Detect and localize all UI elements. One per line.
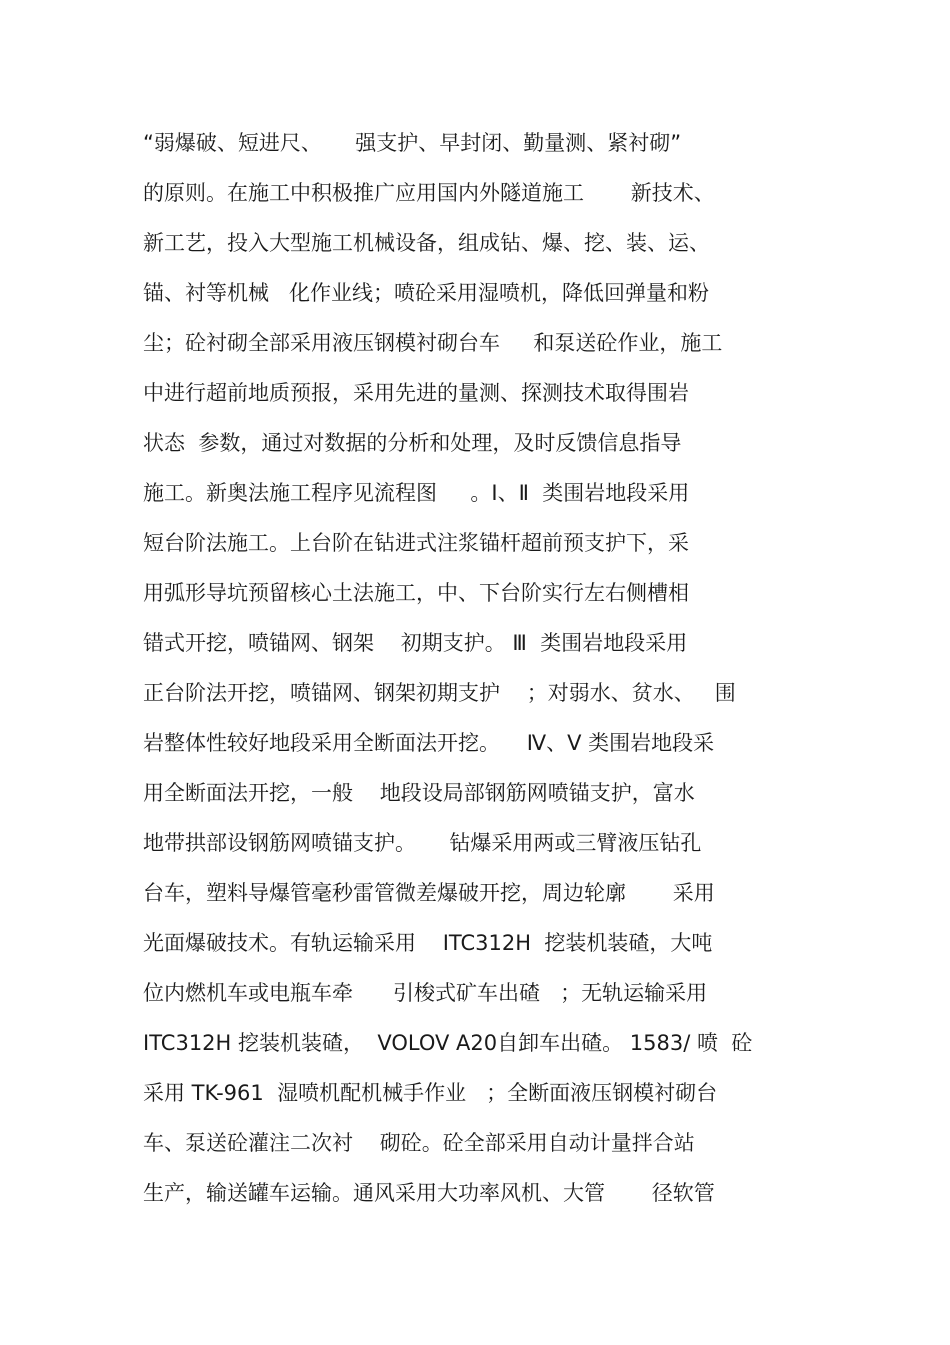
text-line: 尘；砼衬砌全部采用液压钢模衬砌台车 和泵送砼作业，施工 (143, 331, 723, 355)
text-line: 生产，输送罐车运输。通风采用大功率风机、大管 径软管 (143, 1181, 715, 1205)
text-line: 用弧形导坑预留核心土法施工，中、下台阶实行左右侧槽相 (143, 581, 689, 605)
text-line: 短台阶法施工。上台阶在钻进式注浆锚杆超前预支护下，采 (143, 531, 689, 555)
text-line: 锚、衬等机械 化作业线；喷砼采用湿喷机，降低回弹量和粉 (143, 281, 710, 305)
text-line: 车、泵送砼灌注二次衬 砌砼。砼全部采用自动计量拌合站 (143, 1131, 695, 1155)
text-line: 地带拱部设钢筋网喷锚支护。 钻爆采用两或三臂液压钻孔 (143, 831, 702, 855)
text-line: 错式开挖，喷锚网、钢架 初期支护。 Ⅲ 类围岩地段采用 (143, 631, 688, 655)
text-line: 的原则。在施工中积极推广应用国内外隧道施工 新技术、 (143, 181, 715, 205)
body-text (143, 118, 823, 1218)
text-line: 岩整体性较好地段采用全断面法开挖。 Ⅳ、Ⅴ 类围岩地段采 (143, 731, 715, 755)
text-line: 台车，塑料导爆管毫秒雷管微差爆破开挖，周边轮廓 采用 (143, 881, 715, 905)
text-line: 状态 参数，通过对数据的分析和处理，及时反馈信息指导 (143, 431, 682, 455)
text-line: 光面爆破技术。有轨运输采用 ITC312H 挖装机装碴，大吨 (143, 931, 713, 955)
text-line: ITC312H 挖装机装碴， VOLOV A20自卸车出碴。 1583/ 喷 砼 (143, 1031, 753, 1055)
text-line: 用全断面法开挖，一般 地段设局部钢筋网喷锚支护，富水 (143, 781, 695, 805)
text-line: 中进行超前地质预报，采用先进的量测、探测技术取得围岩 (143, 381, 689, 405)
text-line: 位内燃机车或电瓶车牵 引梭式矿车出碴 ；无轨运输采用 (143, 981, 708, 1005)
text-line: 正台阶法开挖，喷锚网、钢架初期支护 ；对弱水、贫水、 围 (143, 681, 736, 705)
text-line: 采用 TK-961 湿喷机配机械手作业 ；全断面液压钢模衬砌台 (143, 1081, 718, 1105)
text-line: 施工。新奥法施工程序见流程图 。Ⅰ、Ⅱ 类围岩地段采用 (143, 481, 690, 505)
text-line: “弱爆破、短进尺、 强支护、早封闭、勤量测、紧衬砌” (143, 131, 682, 155)
text-line: 新工艺，投入大型施工机械设备，组成钻、爆、挖、装、运、 (143, 231, 710, 255)
